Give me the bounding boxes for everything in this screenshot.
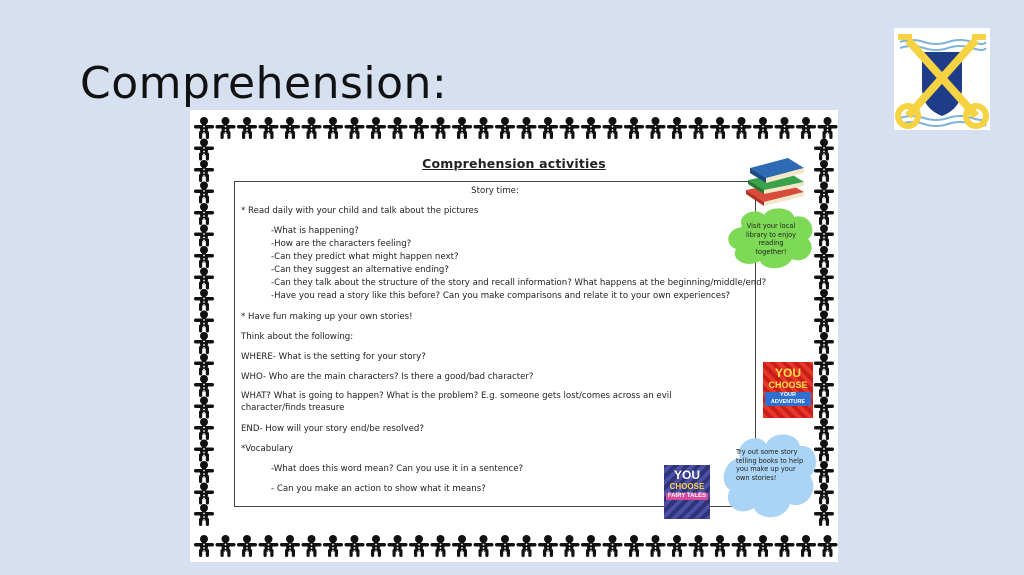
story-time-label: Story time: (471, 186, 519, 196)
question-item: -How are the characters feeling? (271, 239, 412, 249)
book-subtitle: YOUR ADVENTURE (765, 392, 811, 406)
blue-speech-cloud (720, 428, 820, 528)
gingerbread-figure (667, 117, 687, 139)
gingerbread-figure (732, 535, 752, 557)
gingerbread-figure (194, 246, 214, 268)
slide-title: Comprehension: (80, 58, 448, 109)
vocab-question: -What does this word mean? Can you use it in a sentence? (271, 464, 524, 474)
activities-box (234, 181, 767, 507)
gingerbread-figure (624, 535, 644, 557)
gingerbread-figure (560, 117, 580, 139)
gingerbread-figure (216, 535, 236, 557)
gingerbread-figure (814, 182, 834, 204)
gingerbread-figure (345, 535, 365, 557)
gingerbread-figure (474, 117, 494, 139)
gingerbread-figure (388, 535, 408, 557)
comprehension-sheet (190, 110, 838, 562)
gingerbread-figure (194, 535, 214, 557)
gingerbread-figure (646, 117, 666, 139)
gingerbread-figure (194, 225, 214, 247)
gingerbread-figure (388, 117, 408, 139)
gingerbread-figure (814, 289, 834, 311)
gingerbread-figure (818, 535, 838, 557)
gingerbread-figure (280, 535, 300, 557)
green-cloud-text: Visit your local library to enjoy reading together! (745, 222, 797, 256)
gingerbread-figure (732, 117, 752, 139)
question-item: -Have you read a story like this before? Can you make comparisons and relate it to your own experiences? (271, 291, 731, 301)
gingerbread-figure (194, 182, 214, 204)
gingerbread-figure (302, 535, 322, 557)
gingerbread-figure (452, 535, 472, 557)
book-subtitle: FAIRY TALES (667, 493, 707, 499)
gingerbread-figure (495, 117, 515, 139)
gingerbread-figure (194, 504, 214, 526)
gingerbread-figure (603, 117, 623, 139)
sheet-heading: Comprehension activities (422, 156, 606, 171)
who-text: WHO- Who are the main characters? Is there a good/bad character? (241, 372, 534, 382)
green-speech-cloud (724, 205, 818, 279)
gingerbread-figure (452, 117, 472, 139)
gingerbread-figure (775, 535, 795, 557)
end-text: END- How will your story end/be resolved? (241, 424, 424, 434)
gingerbread-figure (814, 332, 834, 354)
gingerbread-figure (323, 535, 343, 557)
gingerbread-figure (646, 535, 666, 557)
gingerbread-figure (753, 117, 773, 139)
books-stack-icon (742, 156, 808, 212)
book-cover-fairy-tales (664, 465, 710, 519)
what-text: WHAT? What is going to happen? What is the problem? E.g. someone gets lost/comes across an evil character/finds treasure (241, 391, 672, 413)
book-cover-adventure (763, 362, 813, 418)
gingerbread-figure (603, 535, 623, 557)
gingerbread-figure (517, 117, 537, 139)
gingerbread-figure (710, 535, 730, 557)
gingerbread-figure (259, 535, 279, 557)
gingerbread-figure (814, 397, 834, 419)
gingerbread-figure (814, 354, 834, 376)
gingerbread-figure (814, 311, 834, 333)
gingerbread-figure (194, 332, 214, 354)
gingerbread-figure (366, 117, 386, 139)
gingerbread-figure (366, 535, 386, 557)
gingerbread-figure (431, 117, 451, 139)
have-fun-text: * Have fun making up your own stories! (241, 312, 413, 322)
gingerbread-figure (710, 117, 730, 139)
gingerbread-figure (775, 117, 795, 139)
book-title: YOU (774, 366, 801, 380)
gingerbread-figure (194, 440, 214, 462)
book-title: CHOOSE (768, 380, 808, 390)
vocab-question: - Can you make an action to show what it means? (271, 484, 486, 494)
gingerbread-figure (194, 289, 214, 311)
gingerbread-figure (194, 483, 214, 505)
gingerbread-figure (345, 117, 365, 139)
gingerbread-figure (538, 117, 558, 139)
gingerbread-figure (194, 397, 214, 419)
gingerbread-figure (474, 535, 494, 557)
gingerbread-figure (796, 117, 816, 139)
gingerbread-figure (302, 117, 322, 139)
gingerbread-figure (194, 461, 214, 483)
read-daily-text: * Read daily with your child and talk about the pictures (241, 206, 479, 216)
gingerbread-figure (194, 268, 214, 290)
gingerbread-figure (409, 117, 429, 139)
where-text: WHERE- What is the setting for your story? (241, 352, 426, 362)
gingerbread-figure (814, 375, 834, 397)
question-item: -Can they suggest an alternative ending? (271, 265, 449, 275)
gingerbread-figure (581, 535, 601, 557)
gingerbread-figure (194, 354, 214, 376)
gingerbread-figure (538, 535, 558, 557)
gingerbread-figure (194, 117, 214, 139)
gingerbread-figure (280, 117, 300, 139)
gingerbread-figure (323, 117, 343, 139)
gingerbread-figure (495, 535, 515, 557)
think-about-text: Think about the following: (241, 332, 354, 342)
gingerbread-figure (237, 535, 257, 557)
gingerbread-figure (667, 535, 687, 557)
book-title: CHOOSE (669, 482, 705, 491)
gingerbread-figure (194, 311, 214, 333)
gingerbread-figure (194, 203, 214, 225)
gingerbread-figure (194, 418, 214, 440)
gingerbread-figure (689, 535, 709, 557)
question-item: -What is happening? (271, 226, 359, 236)
gingerbread-figure (818, 117, 838, 139)
gingerbread-figure (624, 117, 644, 139)
gingerbread-figure (560, 535, 580, 557)
blue-cloud-text: Try out some story telling books to help you make up your own stories! (736, 448, 804, 482)
gingerbread-figure (581, 117, 601, 139)
vocabulary-heading: *Vocabulary (241, 444, 293, 454)
gingerbread-figure (216, 117, 236, 139)
gingerbread-figure (753, 535, 773, 557)
question-item: -Can they talk about the structure of the story and recall information? What happens at the beginning/middle/end? (271, 278, 767, 288)
school-crest-logo (894, 28, 990, 130)
question-item: -Can they predict what might happen next? (271, 252, 459, 262)
gingerbread-figure (431, 535, 451, 557)
gingerbread-figure (409, 535, 429, 557)
gingerbread-figure (194, 375, 214, 397)
gingerbread-figure (517, 535, 537, 557)
book-title: YOU (673, 468, 700, 482)
gingerbread-figure (237, 117, 257, 139)
gingerbread-figure (796, 535, 816, 557)
gingerbread-figure (259, 117, 279, 139)
gingerbread-figure (689, 117, 709, 139)
